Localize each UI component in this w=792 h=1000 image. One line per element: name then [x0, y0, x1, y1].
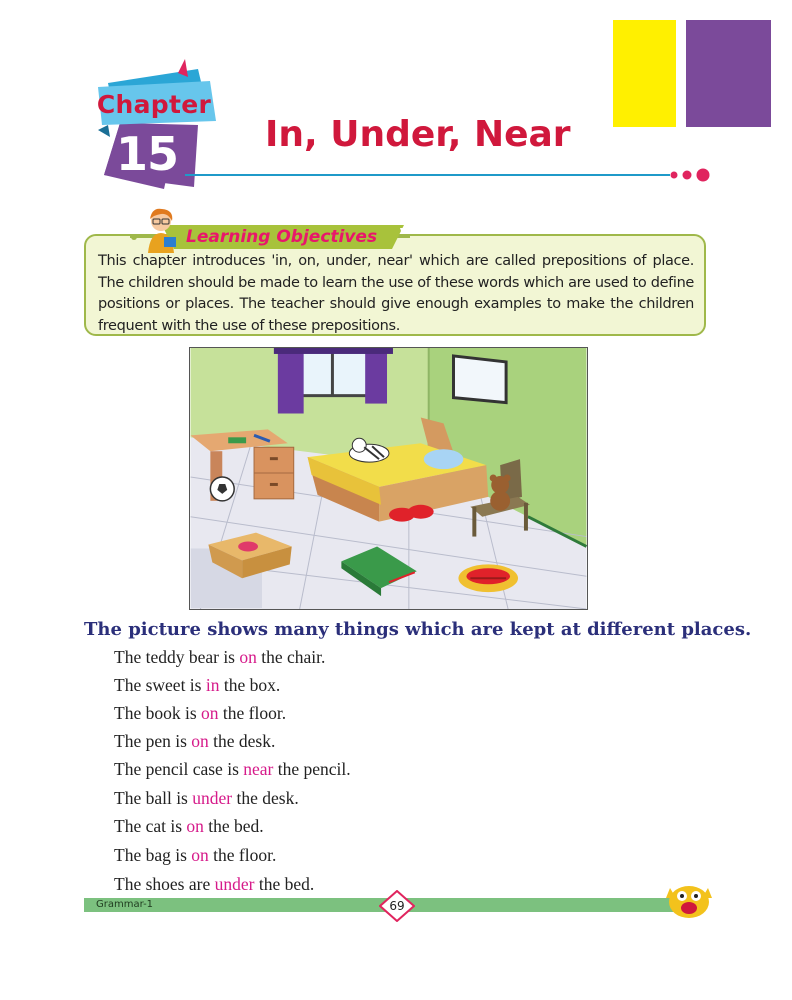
page-title: In, Under, Near	[265, 114, 571, 155]
sentence-text: the bed.	[254, 874, 315, 894]
objectives-text: This chapter introduces 'in, on, under, near' which are called prepositions of place. The children should be made to learn the use of these words which are used to define positions or places. The teacher should give enough examples to make the children frequent with the use of these prepositions.	[98, 253, 694, 334]
sentence-text: the floor.	[218, 703, 287, 723]
sentence-text: the bed.	[203, 816, 264, 836]
objectives-heading: Learning Objectives	[186, 227, 378, 247]
sentence-line	[114, 700, 286, 726]
sentence-text: the chair.	[256, 647, 326, 667]
corner-purple-block	[686, 20, 771, 127]
preposition-word: on	[201, 703, 219, 723]
teacher-icon	[142, 207, 180, 255]
sentence-text: The ball is	[114, 788, 193, 808]
sentence-text: the floor.	[208, 845, 277, 865]
chapter-number: 15	[115, 127, 178, 181]
preposition-word: on	[191, 731, 209, 751]
sentence-line	[114, 728, 275, 754]
sentence-text: The sweet is	[114, 675, 206, 695]
sentence-line	[114, 672, 280, 698]
sentence-text: the box.	[219, 675, 281, 695]
preposition-word: on	[191, 845, 209, 865]
footer-book-label: Grammar-1	[96, 899, 154, 910]
preposition-word: on	[186, 816, 204, 836]
preposition-word: under	[214, 874, 255, 894]
chapter-label: Chapter	[96, 90, 212, 119]
title-underline	[185, 174, 670, 176]
preposition-word: near	[243, 759, 274, 779]
page-number: 69	[389, 899, 405, 913]
sentence-text: The pen is	[114, 731, 192, 751]
preposition-word: under	[192, 788, 233, 808]
sentence-text: The bag is	[114, 845, 192, 865]
sentence-text: The teddy bear is	[114, 647, 240, 667]
sentence-line	[114, 644, 325, 670]
sentence-line	[114, 756, 351, 782]
intro-heading: The picture shows many things which are kept at different places.	[84, 619, 752, 640]
sentence-text: The cat is	[114, 816, 187, 836]
monster-mascot-icon	[664, 878, 714, 920]
sentence-line	[114, 871, 314, 897]
title-dots-decoration	[668, 168, 713, 182]
sentence-text: The pencil case is	[114, 759, 244, 779]
sentence-line	[114, 785, 299, 811]
sentence-text: The shoes are	[114, 874, 215, 894]
room-illustration	[189, 347, 588, 610]
preposition-word: on	[239, 647, 257, 667]
sentence-text: The book is	[114, 703, 202, 723]
sentence-text: the desk.	[232, 788, 299, 808]
sentence-line	[114, 842, 276, 868]
sentence-text: the pencil.	[273, 759, 351, 779]
preposition-word: in	[205, 675, 220, 695]
sentence-line	[114, 813, 264, 839]
corner-yellow-block	[613, 20, 676, 127]
sentence-text: the desk.	[208, 731, 276, 751]
